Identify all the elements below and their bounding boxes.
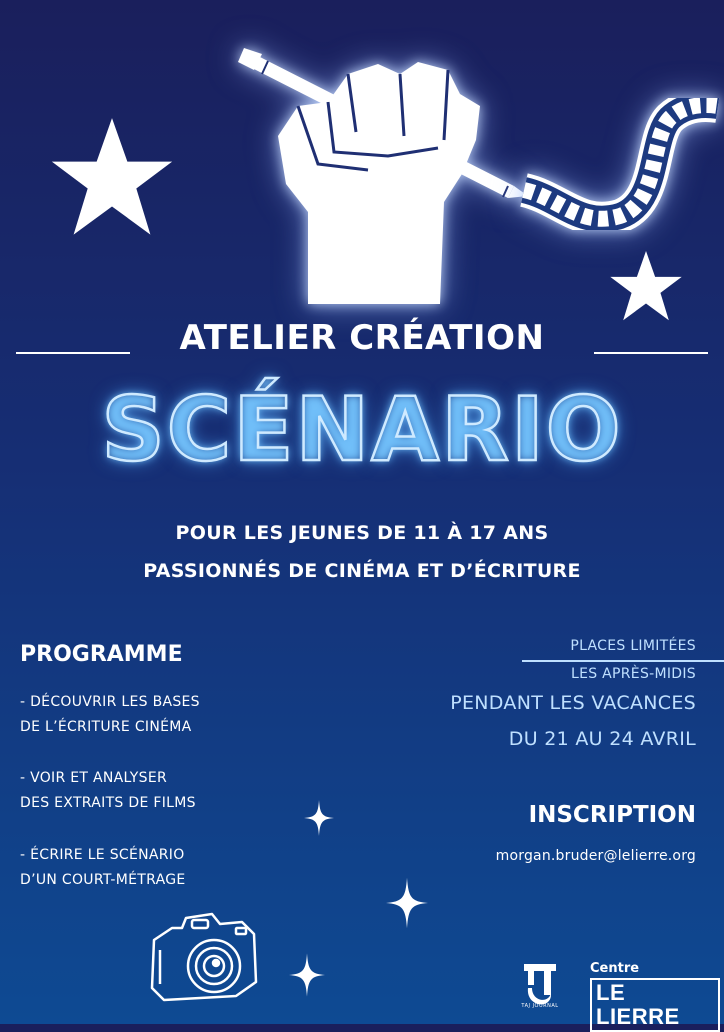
- sparkle-icon: [289, 950, 325, 1000]
- fist-pencil-icon: [238, 44, 528, 306]
- title-scenario: SCÉNARIO: [101, 378, 623, 481]
- programme-item-line: - VOIR ET ANALYSER: [20, 770, 167, 786]
- lierre-logo: [590, 962, 720, 1032]
- tj-logo-caption: TAJ JOURNAL: [521, 1003, 559, 1009]
- title-atelier-creation: ATELIER CRÉATION: [179, 318, 545, 358]
- programme-item: [20, 766, 196, 816]
- camera-icon: [146, 908, 260, 1004]
- programme-item-line: DE L’ÉCRITURE CINÉMA: [20, 719, 192, 735]
- programme-item-line: D’UN COURT-MÉTRAGE: [20, 872, 186, 888]
- programme-item-line: - ÉCRIRE LE SCÉNARIO: [20, 847, 185, 863]
- film-strip-icon: [520, 98, 720, 230]
- programme-item-line: DES EXTRAITS DE FILMS: [20, 795, 196, 811]
- pendant-vacances: PENDANT LES VACANCES: [450, 692, 696, 714]
- programme-item: [20, 843, 186, 893]
- inscription-title: INSCRIPTION: [528, 802, 696, 828]
- title-row: [0, 318, 724, 370]
- dates: DU 21 AU 24 AVRIL: [508, 728, 696, 750]
- email-link[interactable]: morgan.bruder@lelierre.org: [495, 848, 696, 864]
- lierre-logo-small: Centre: [590, 961, 640, 976]
- programme-item: [20, 690, 200, 740]
- sparkle-icon: [386, 874, 428, 932]
- programme-title: PROGRAMME: [20, 642, 183, 667]
- audience-line-2: PASSIONNÉS DE CINÉMA ET D’ÉCRITURE: [143, 560, 581, 582]
- programme-item-line: - DÉCOUVRIR LES BASES: [20, 694, 200, 710]
- places-limitees: PLACES LIMITÉES: [570, 638, 696, 654]
- star-icon: [607, 248, 685, 324]
- lierre-logo-big: LE LIERRE: [590, 978, 720, 1032]
- title-divider-right: [594, 352, 708, 354]
- sparkle-icon: [304, 800, 334, 836]
- apres-midis: LES APRÈS-MIDIS: [570, 666, 696, 682]
- audience-line-1: POUR LES JEUNES DE 11 À 17 ANS: [175, 522, 549, 544]
- star-icon: [46, 113, 178, 241]
- places-divider: [522, 660, 724, 662]
